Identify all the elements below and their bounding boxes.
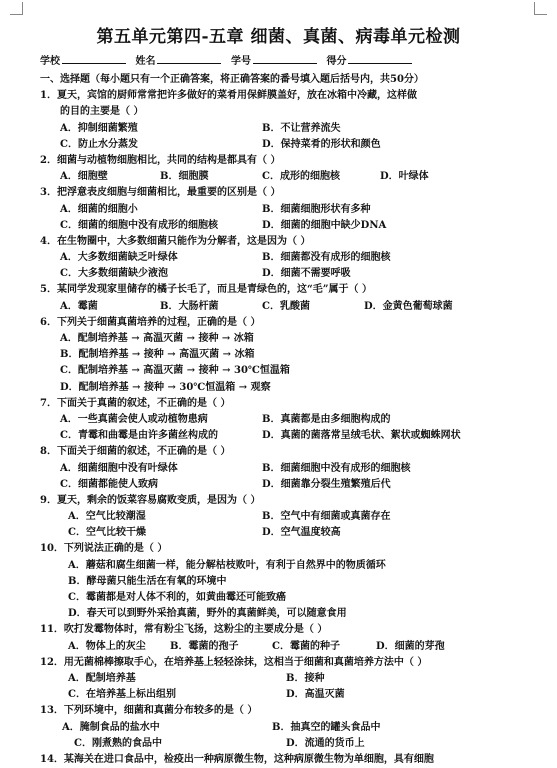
question-8-options-row2 xyxy=(40,477,545,493)
page-title: 第五单元第四-五章 细菌、真菌、病毒单元检测 xyxy=(96,27,461,47)
question-5-options xyxy=(40,299,545,315)
option-b: B．细菌细胞中没有成形的细胞核 xyxy=(262,462,411,474)
option-a: A．配制培养基 → 高温灭菌 → 接种 → 冰箱 xyxy=(60,333,254,344)
option-b: B．细菌细胞形状有多种 xyxy=(262,203,371,215)
question-13-options-row1 xyxy=(40,720,545,736)
question-5-stem: 5．某同学发现家里储存的橘子长毛了，而且是青绿色的，这“毛”属于（ ） xyxy=(40,284,372,296)
question-12-stem: 12．用无菌棉棒擦取手心，在培养基上轻轻涂抹，这相当于细菌和真菌培养方法中（ ） xyxy=(40,656,428,668)
question-11-stem: 11．吹打发霉物体时，常有粉尘飞扬，这粉尘的主要成分是（ ） xyxy=(40,624,328,636)
option-c: C．霉菌都是对人体不利的，如黄曲霉还可能致癌 xyxy=(68,592,286,603)
exam-content xyxy=(40,72,545,768)
option-c: C．刚煮熟的食品中 xyxy=(74,737,162,749)
option-d: D．细菌不需要呼吸 xyxy=(262,268,351,280)
question-11-options xyxy=(40,639,545,655)
option-b: B．配制培养基 → 接种 → 高温灭菌 → 冰箱 xyxy=(60,349,255,361)
option-d: D．空气温度较高 xyxy=(262,527,341,539)
section-heading: 一、选择题（每小题只有一个正确答案，将正确答案的番号填入题后括号内，共50分） xyxy=(40,74,424,85)
question-3-stem: 3．把浮意表皮细胞与细菌相比，最重要的区别是（ ） xyxy=(40,187,281,199)
question-1-stem-cont: 的目的主要是（ ） xyxy=(60,106,144,118)
name-label: 姓名 xyxy=(135,56,156,67)
option-b: B．不让营养流失 xyxy=(262,122,341,134)
option-a: A．细菌的细胞小 xyxy=(60,203,138,215)
option-d: D．细菌靠分裂生殖繁殖后代 xyxy=(262,478,391,490)
option-c: C．在培养基上标出组别 xyxy=(68,689,176,701)
option-a: A．配制培养基 xyxy=(68,672,136,684)
name-blank[interactable] xyxy=(157,54,221,64)
option-c: C．空气比较干燥 xyxy=(68,527,146,539)
option-a: A．蘑菇和腐生细菌一样，能分解枯枝败叶，有利于自然界中的物质循环 xyxy=(68,559,386,571)
question-9-options-row2 xyxy=(40,525,545,541)
option-b: B．霉菌的孢子 xyxy=(170,640,239,652)
question-3-options-row2 xyxy=(40,218,545,234)
option-d: D．叶绿体 xyxy=(380,171,429,183)
question-1-options-row1 xyxy=(40,121,545,137)
option-d: D．保持菜肴的形状和颜色 xyxy=(262,138,381,150)
score-label: 得分 xyxy=(326,56,347,67)
option-c: C．细菌的细胞中没有成形的细胞核 xyxy=(60,219,218,231)
number-label: 学号 xyxy=(230,56,251,67)
score-blank[interactable] xyxy=(348,54,412,64)
option-a: A．大多数细菌缺乏叶绿体 xyxy=(60,252,178,264)
option-a: A．一些真菌会使人或动植物患病 xyxy=(60,413,208,425)
option-c: C．青霉和曲霉是由许多菌丝构成的 xyxy=(60,430,218,442)
option-a: A．物体上的灰尘 xyxy=(68,640,146,652)
option-d: D．细菌的芽孢 xyxy=(376,640,445,652)
school-blank[interactable] xyxy=(62,54,126,64)
number-blank[interactable] xyxy=(253,54,317,64)
option-d: D．真菌的菌落常呈绒毛状、絮状或蜘蛛网状 xyxy=(262,430,461,442)
option-a: A．细胞壁 xyxy=(60,171,108,183)
question-6-stem: 6．下列关于细菌真菌培养的过程，正确的是（ ） xyxy=(40,316,261,328)
question-13-stem: 13．下列环境中，细菌和真菌分布较多的是（ ） xyxy=(40,705,258,717)
option-c: C．乳酸菌 xyxy=(262,300,310,312)
school-label: 学校 xyxy=(40,56,60,67)
option-b: B．细菌都没有成形的细胞核 xyxy=(262,252,391,264)
crop-mark-top-right xyxy=(534,2,547,15)
option-c: C．防止水分蒸发 xyxy=(60,138,138,150)
question-12-options-row2 xyxy=(40,687,545,703)
option-b: B．抽真空的罐头食品中 xyxy=(272,721,381,733)
question-9-stem: 9．夏天，剩余的饭菜容易腐败变质，是因为（ ） xyxy=(40,494,261,506)
option-a: A．空气比较潮湿 xyxy=(68,511,146,523)
option-b: B．大肠杆菌 xyxy=(160,300,219,312)
option-b: B．细胞膜 xyxy=(160,171,209,183)
option-b: B．真菌都是由多细胞构成的 xyxy=(262,413,391,425)
option-c: C．霉菌的种子 xyxy=(272,640,340,652)
option-b: B．空气中有细菌或真菌存在 xyxy=(262,511,391,523)
option-d: D．配制培养基 → 接种 → 30℃恒温箱 → 观察 xyxy=(60,381,271,393)
question-7-stem: 7．下面关于真菌的叙述，不正确的是（ ） xyxy=(40,397,231,409)
option-b: B．接种 xyxy=(286,672,325,684)
question-1-options-row2 xyxy=(40,137,545,153)
option-c: C．大多数细菌缺少液泡 xyxy=(60,268,168,280)
question-2-options xyxy=(40,169,545,185)
option-d: D．金黄色葡萄球菌 xyxy=(364,300,453,312)
question-7-options-row2 xyxy=(40,428,545,444)
student-info-line xyxy=(40,52,418,67)
question-4-options-row1 xyxy=(40,250,545,266)
option-c: C．细菌都能使人致病 xyxy=(60,478,158,490)
question-9-options-row1 xyxy=(40,509,545,525)
option-a: A．腌制食品的盐水中 xyxy=(62,721,160,733)
question-12-options-row1 xyxy=(40,671,545,687)
question-8-stem: 8．下面关于细菌的叙述，不正确的是（ ） xyxy=(40,446,231,458)
question-2-stem: 2．细菌与动植物细胞相比，共同的结构是都具有（ ） xyxy=(40,154,281,166)
option-b: B．酵母菌只能生活在有氧的环境中 xyxy=(68,575,227,587)
crop-mark-top-left xyxy=(10,2,23,15)
question-13-options-row2 xyxy=(40,736,545,752)
question-1-stem: 1．夏天，宾馆的厨师常常把许多做好的菜肴用保鲜膜盖好，放在冰箱中冷藏，这样做 xyxy=(40,90,417,102)
question-4-stem: 4．在生物圈中，大多数细菌只能作为分解者，这是因为（ ） xyxy=(40,235,311,247)
option-d: D．细菌的细胞中缺少DNA xyxy=(262,219,387,231)
option-d: D．春天可以到野外采拾真菌，野外的真菌鲜美，可以随意食用 xyxy=(68,608,347,620)
option-d: D．流通的货币上 xyxy=(286,737,365,749)
question-10-stem: 10．下列说法正确的是（ ） xyxy=(40,543,168,555)
question-3-options-row1 xyxy=(40,202,545,218)
option-a: A．抑制细菌繁殖 xyxy=(60,122,138,134)
option-a: A．细菌细胞中没有叶绿体 xyxy=(60,462,178,474)
option-d: D．高温灭菌 xyxy=(286,689,345,701)
option-c: C．配制培养基 → 高温灭菌 → 接种 → 30℃恒温箱 xyxy=(60,365,290,377)
question-4-options-row2 xyxy=(40,266,545,282)
question-7-options-row1 xyxy=(40,412,545,428)
option-c: C．成形的细胞核 xyxy=(262,171,340,183)
question-14-stem: 14．某海关在进口食品中，检疫出一种病原微生物，这种病原微生物为单细胞，具有细胞 xyxy=(40,753,434,765)
option-a: A．霉菌 xyxy=(60,300,98,312)
question-8-options-row1 xyxy=(40,461,545,477)
